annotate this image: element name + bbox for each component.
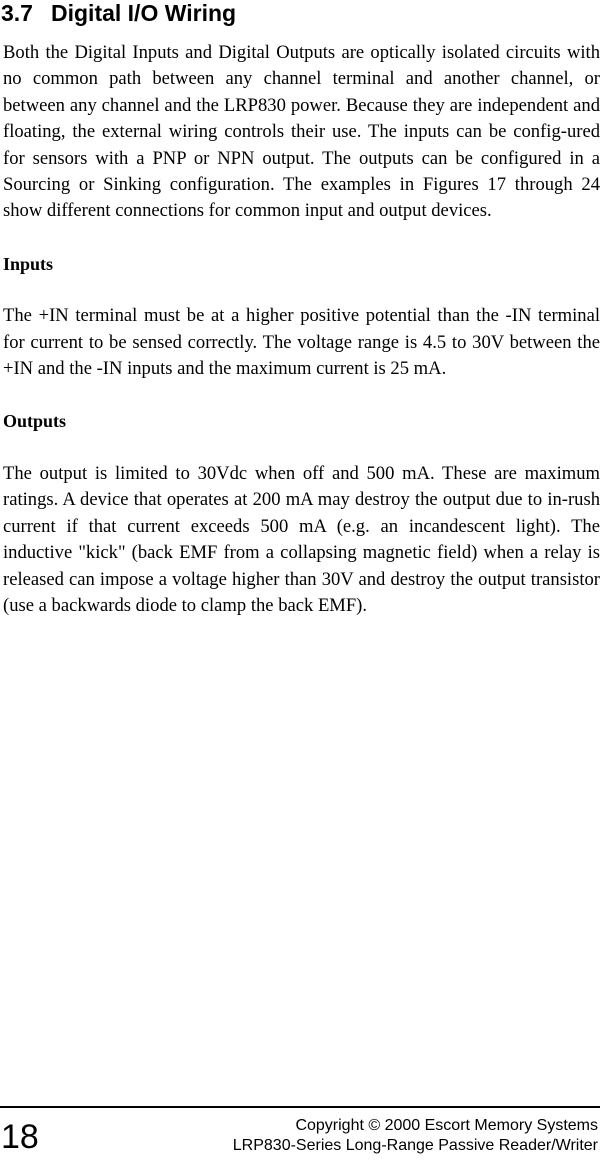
section-body xyxy=(3,40,600,619)
section-title: Digital I/O Wiring xyxy=(51,0,237,26)
spacer xyxy=(3,225,600,251)
spacer xyxy=(3,277,600,303)
outputs-paragraph: The output is limited to 30Vdc when off and 500 mA. These are maximum ratings. A device that operates at 200 mA may destroy the output due to in-rush current if that current exceeds 500 mA (e.g. an incandescent light). The inductive "kick" (back EMF from a collapsing magnetic field) when a relay is released can impose a voltage higher than 30V and destroy the output transistor (use a backwards diode to clamp the back EMF). xyxy=(3,462,600,616)
footer-info xyxy=(233,1116,598,1156)
spacer xyxy=(3,435,600,461)
intro-paragraph: Both the Digital Inputs and Digital Outputs are optically isolated circuits with no common path between any channel terminal and another channel, or between any channel and the LRP830 power. Because they are independent and floating, the external wiring controls their use. The inputs can be config-ured for sensors with a PNP or NPN output. The outputs can be configured in a Sourcing or Sinking configuration. The examples in Figures 17 through 24 show different connections for common input and output devices. xyxy=(3,42,600,222)
section-number: 3.7 xyxy=(1,0,33,26)
section-heading xyxy=(1,0,236,28)
page-number: 18 xyxy=(1,1118,39,1156)
footer-copyright: Copyright © 2000 Escort Memory Systems xyxy=(295,1117,598,1134)
footer-divider xyxy=(0,1106,600,1108)
spacer xyxy=(3,382,600,408)
inputs-heading: Inputs xyxy=(3,253,54,274)
inputs-paragraph: The +IN terminal must be at a higher positive potential than the -IN terminal for current to be sensed correctly. The voltage range is 4.5 to 30V between the +IN and the -IN inputs and the maximum current is 25 mA. xyxy=(3,305,600,380)
footer-product: LRP830-Series Long-Range Passive Reader/Writer xyxy=(232,1137,598,1154)
outputs-heading: Outputs xyxy=(3,411,67,432)
